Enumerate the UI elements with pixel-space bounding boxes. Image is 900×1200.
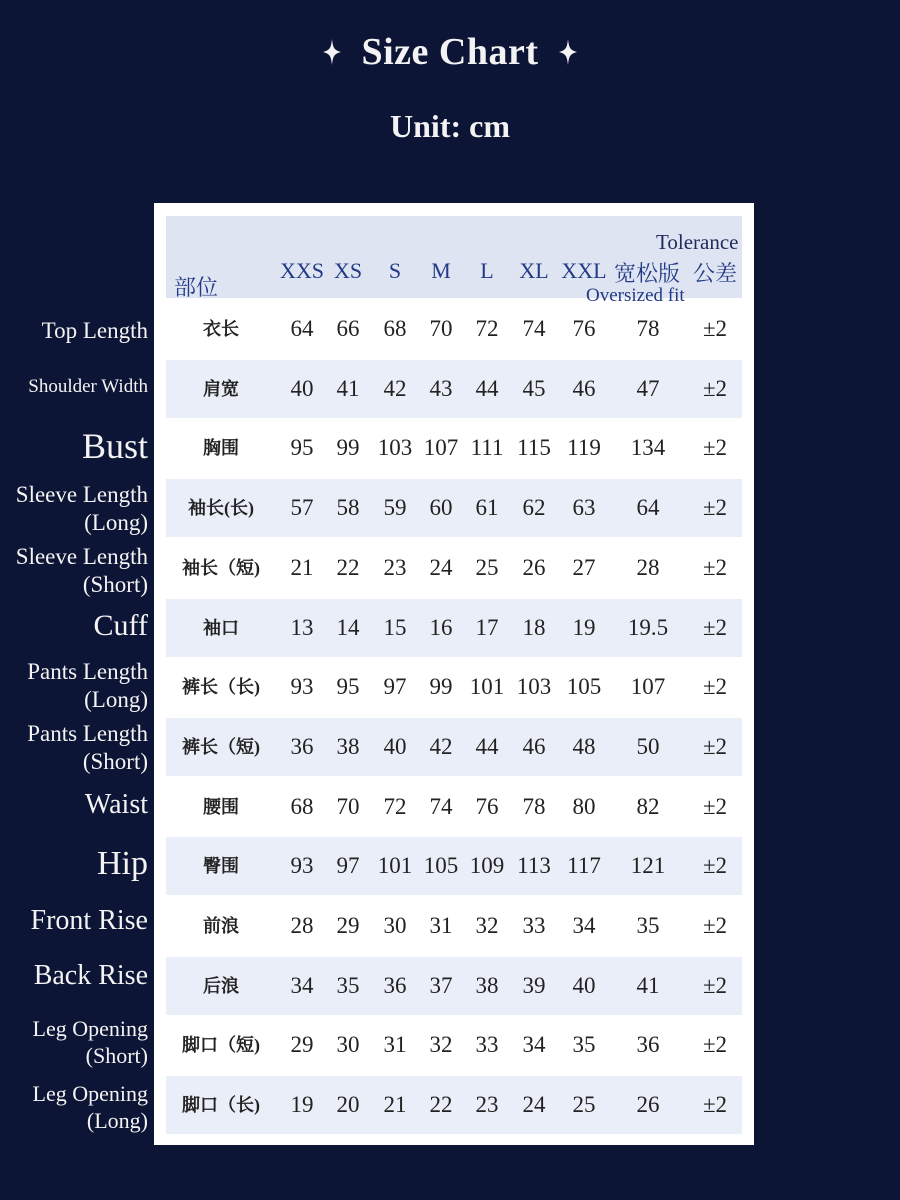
tolerance-value: ±2 bbox=[702, 1032, 728, 1058]
row-label-line: (Long) bbox=[84, 510, 148, 535]
table-row bbox=[166, 1076, 742, 1134]
table-row bbox=[166, 957, 742, 1015]
part-name-cn: 前浪 bbox=[203, 916, 239, 936]
row-label bbox=[34, 959, 148, 993]
table-row bbox=[166, 479, 742, 537]
size-value: 60 bbox=[429, 495, 453, 521]
size-value: 62 bbox=[522, 495, 546, 521]
part-name-cn: 臀围 bbox=[203, 856, 239, 877]
oversized-value: 134 bbox=[630, 435, 666, 461]
header-size: XL bbox=[519, 258, 549, 283]
size-value: 103 bbox=[516, 674, 552, 700]
part-name-cn: 肩宽 bbox=[203, 378, 239, 399]
row-label-line: Pants Length bbox=[27, 659, 148, 684]
table-row bbox=[166, 599, 742, 657]
size-value: 21 bbox=[383, 1092, 407, 1118]
row-label-line: Leg Opening bbox=[32, 1016, 148, 1041]
size-value: 39 bbox=[522, 972, 546, 998]
row-label bbox=[85, 788, 148, 822]
part-name-cn: 腰围 bbox=[203, 796, 239, 817]
size-value: 117 bbox=[567, 853, 601, 879]
size-value: 27 bbox=[572, 554, 596, 580]
part-name-cn: 裤长（长) bbox=[182, 677, 260, 698]
row-label-line: Back Rise bbox=[33, 960, 148, 991]
size-value: 97 bbox=[383, 674, 407, 700]
header-tolerance-cn: 公差 bbox=[693, 261, 738, 286]
size-value: 115 bbox=[517, 435, 551, 461]
header-size: XXS bbox=[279, 258, 324, 283]
table-row bbox=[166, 1016, 742, 1074]
row-label bbox=[82, 424, 148, 468]
size-value: 46 bbox=[572, 375, 596, 401]
size-value: 93 bbox=[290, 853, 314, 879]
size-value: 24 bbox=[429, 554, 453, 580]
size-value: 68 bbox=[290, 793, 314, 819]
size-value: 63 bbox=[572, 495, 596, 521]
size-value: 107 bbox=[423, 435, 459, 461]
size-value: 76 bbox=[475, 793, 499, 819]
row-label bbox=[16, 543, 148, 599]
part-name-cn: 胸围 bbox=[203, 438, 239, 459]
table-row bbox=[166, 837, 742, 895]
size-value: 30 bbox=[336, 1032, 360, 1058]
header-size: S bbox=[388, 258, 402, 283]
size-value: 57 bbox=[290, 495, 314, 521]
size-value: 74 bbox=[429, 793, 453, 819]
size-value: 44 bbox=[475, 375, 499, 401]
sparkle-icon bbox=[559, 39, 577, 65]
row-label-line: Hip bbox=[97, 844, 148, 882]
tolerance-value: ±2 bbox=[702, 972, 728, 998]
size-value: 48 bbox=[572, 733, 596, 759]
sparkle-icon bbox=[323, 39, 341, 65]
page-title: Size Chart bbox=[361, 31, 539, 73]
size-value: 99 bbox=[336, 435, 360, 461]
size-value: 41 bbox=[336, 375, 360, 401]
tolerance-value: ±2 bbox=[702, 495, 728, 521]
size-value: 72 bbox=[383, 793, 407, 819]
header-part: 部位 bbox=[174, 275, 219, 300]
size-value: 14 bbox=[336, 614, 360, 640]
size-value: 80 bbox=[572, 793, 596, 819]
tolerance-value: ±2 bbox=[702, 1092, 728, 1118]
size-value: 17 bbox=[475, 614, 499, 640]
size-value: 93 bbox=[290, 674, 314, 700]
size-value: 103 bbox=[377, 435, 413, 461]
tolerance-value: ±2 bbox=[702, 435, 728, 461]
row-label-line: Leg Opening bbox=[32, 1081, 148, 1106]
size-value: 18 bbox=[522, 614, 546, 640]
size-value: 33 bbox=[522, 913, 546, 938]
row-label bbox=[27, 720, 148, 776]
size-value: 24 bbox=[522, 1092, 546, 1118]
size-value: 113 bbox=[517, 853, 551, 879]
size-value: 76 bbox=[572, 316, 596, 341]
size-value: 105 bbox=[566, 674, 602, 700]
size-value: 30 bbox=[383, 913, 407, 938]
size-value: 40 bbox=[383, 733, 407, 759]
size-value: 19 bbox=[290, 1092, 314, 1118]
size-value: 40 bbox=[572, 972, 596, 998]
row-label bbox=[97, 843, 148, 884]
row-label bbox=[33, 1080, 148, 1134]
row-label-line: Sleeve Length bbox=[15, 482, 148, 507]
table-row bbox=[166, 360, 742, 418]
tolerance-value: ±2 bbox=[702, 375, 728, 401]
oversized-value: 36 bbox=[636, 1032, 660, 1058]
size-value: 32 bbox=[475, 913, 499, 938]
oversized-value: 41 bbox=[636, 972, 660, 998]
header-size: L bbox=[480, 258, 494, 283]
size-value: 35 bbox=[336, 972, 360, 998]
table-row bbox=[166, 419, 742, 477]
table-row bbox=[166, 658, 742, 716]
size-value: 34 bbox=[572, 913, 596, 938]
size-value: 23 bbox=[383, 554, 407, 580]
size-value: 31 bbox=[429, 913, 453, 938]
size-value: 29 bbox=[290, 1032, 314, 1058]
header-size: M bbox=[431, 258, 451, 283]
part-name-cn: 袖长(长) bbox=[188, 498, 254, 519]
header-oversized-cn: 宽松版 bbox=[614, 261, 681, 286]
tolerance-value: ±2 bbox=[702, 913, 728, 938]
size-value: 29 bbox=[336, 913, 360, 938]
size-value: 111 bbox=[470, 435, 504, 461]
tolerance-value: ±2 bbox=[702, 853, 728, 879]
unit-label: Unit: cm bbox=[390, 108, 510, 144]
row-label-line: Pants Length bbox=[27, 721, 148, 746]
row-label-line: (Long) bbox=[86, 1108, 148, 1133]
size-value: 46 bbox=[522, 733, 546, 759]
oversized-value: 82 bbox=[636, 793, 660, 819]
tolerance-value: ±2 bbox=[702, 614, 728, 640]
oversized-value: 78 bbox=[636, 316, 660, 341]
header-size: XXL bbox=[561, 258, 607, 283]
row-label-line: Sleeve Length bbox=[15, 544, 148, 569]
size-value: 25 bbox=[572, 1092, 596, 1118]
size-value: 37 bbox=[429, 972, 453, 998]
size-value: 38 bbox=[475, 972, 499, 998]
oversized-value: 121 bbox=[630, 853, 666, 879]
size-value: 70 bbox=[336, 793, 360, 819]
size-value: 21 bbox=[290, 554, 314, 580]
row-label bbox=[27, 658, 148, 714]
size-value: 40 bbox=[290, 375, 314, 401]
row-label bbox=[94, 607, 148, 644]
size-value: 99 bbox=[429, 674, 453, 700]
size-value: 78 bbox=[522, 793, 546, 819]
table-row bbox=[166, 539, 742, 597]
row-label-line: (Short) bbox=[85, 1043, 148, 1068]
size-value: 22 bbox=[429, 1092, 453, 1118]
oversized-value: 64 bbox=[636, 495, 660, 521]
tolerance-value: ±2 bbox=[702, 674, 728, 700]
header-size: XS bbox=[333, 258, 363, 283]
header-tolerance-en: Tolerance bbox=[656, 230, 739, 254]
size-value: 45 bbox=[522, 375, 546, 401]
row-label-line: Top Length bbox=[41, 318, 148, 343]
size-value: 42 bbox=[429, 733, 453, 759]
table-row bbox=[166, 778, 742, 836]
row-label-line: Shoulder Width bbox=[28, 375, 148, 397]
size-value: 101 bbox=[377, 853, 413, 879]
size-value: 101 bbox=[469, 674, 505, 700]
size-value: 61 bbox=[475, 495, 499, 521]
size-value: 33 bbox=[475, 1032, 499, 1058]
row-label-line: (Short) bbox=[82, 572, 148, 597]
size-value: 34 bbox=[290, 972, 314, 998]
table-header bbox=[166, 216, 742, 306]
part-name-cn: 裤长（短) bbox=[182, 736, 260, 757]
row-label bbox=[28, 375, 148, 398]
row-label bbox=[31, 904, 148, 938]
size-value: 31 bbox=[383, 1032, 407, 1058]
size-value: 23 bbox=[475, 1092, 499, 1118]
tolerance-value: ±2 bbox=[702, 554, 728, 580]
size-value: 19 bbox=[572, 614, 596, 640]
size-value: 70 bbox=[429, 316, 453, 341]
size-value: 119 bbox=[567, 435, 601, 461]
part-name-cn: 袖长（短) bbox=[182, 557, 260, 578]
size-value: 36 bbox=[290, 733, 314, 759]
size-value: 95 bbox=[336, 674, 360, 700]
size-value: 15 bbox=[383, 614, 407, 640]
row-label-line: Cuff bbox=[93, 608, 148, 642]
size-value: 32 bbox=[429, 1032, 453, 1058]
tolerance-value: ±2 bbox=[702, 793, 728, 819]
oversized-value: 26 bbox=[636, 1092, 660, 1118]
size-value: 44 bbox=[475, 733, 499, 759]
tolerance-value: ±2 bbox=[702, 316, 728, 341]
size-value: 74 bbox=[522, 316, 546, 341]
size-value: 64 bbox=[290, 316, 314, 341]
size-value: 97 bbox=[336, 853, 360, 879]
row-label-line: Bust bbox=[81, 426, 148, 466]
part-name-cn: 脚口（短) bbox=[182, 1035, 260, 1056]
size-table bbox=[154, 203, 754, 1145]
oversized-value: 107 bbox=[630, 674, 666, 700]
oversized-value: 50 bbox=[636, 733, 660, 759]
size-value: 34 bbox=[522, 1032, 546, 1058]
table-row bbox=[166, 300, 742, 358]
header-oversized-en: Oversized fit bbox=[586, 285, 685, 306]
size-value: 68 bbox=[383, 316, 407, 341]
size-value: 28 bbox=[290, 913, 314, 938]
size-value: 95 bbox=[290, 435, 314, 461]
size-value: 109 bbox=[469, 853, 505, 879]
size-value: 66 bbox=[336, 316, 360, 341]
table-row bbox=[166, 897, 742, 955]
row-label-line: Front Rise bbox=[30, 905, 148, 936]
size-value: 35 bbox=[572, 1032, 596, 1058]
row-label-line: Waist bbox=[84, 789, 148, 820]
row-label-line: (Short) bbox=[82, 749, 148, 774]
part-name-cn: 脚口（长) bbox=[182, 1095, 260, 1116]
oversized-value: 28 bbox=[636, 554, 660, 580]
size-value: 38 bbox=[336, 733, 360, 759]
size-value: 105 bbox=[423, 853, 459, 879]
size-value: 26 bbox=[522, 554, 546, 580]
size-value: 22 bbox=[336, 554, 360, 580]
table-row bbox=[166, 718, 742, 776]
part-name-cn: 衣长 bbox=[203, 319, 239, 339]
oversized-value: 35 bbox=[636, 913, 660, 938]
row-label bbox=[33, 1015, 148, 1069]
row-label-line: (Long) bbox=[84, 687, 148, 712]
size-value: 16 bbox=[429, 614, 453, 640]
size-value: 20 bbox=[336, 1092, 360, 1118]
size-value: 59 bbox=[383, 495, 407, 521]
part-name-cn: 袖口 bbox=[203, 617, 239, 638]
part-name-cn: 后浪 bbox=[203, 975, 239, 996]
tolerance-value: ±2 bbox=[702, 733, 728, 759]
size-value: 36 bbox=[383, 972, 407, 998]
row-label bbox=[42, 317, 148, 345]
row-label bbox=[16, 481, 148, 537]
oversized-value: 47 bbox=[636, 375, 660, 401]
size-value: 42 bbox=[383, 375, 407, 401]
size-value: 72 bbox=[475, 316, 499, 341]
title-row bbox=[0, 30, 900, 74]
size-value: 13 bbox=[290, 614, 314, 640]
oversized-value: 19.5 bbox=[627, 614, 669, 640]
size-value: 43 bbox=[429, 375, 453, 401]
size-value: 58 bbox=[336, 495, 360, 521]
size-value: 25 bbox=[475, 554, 499, 580]
